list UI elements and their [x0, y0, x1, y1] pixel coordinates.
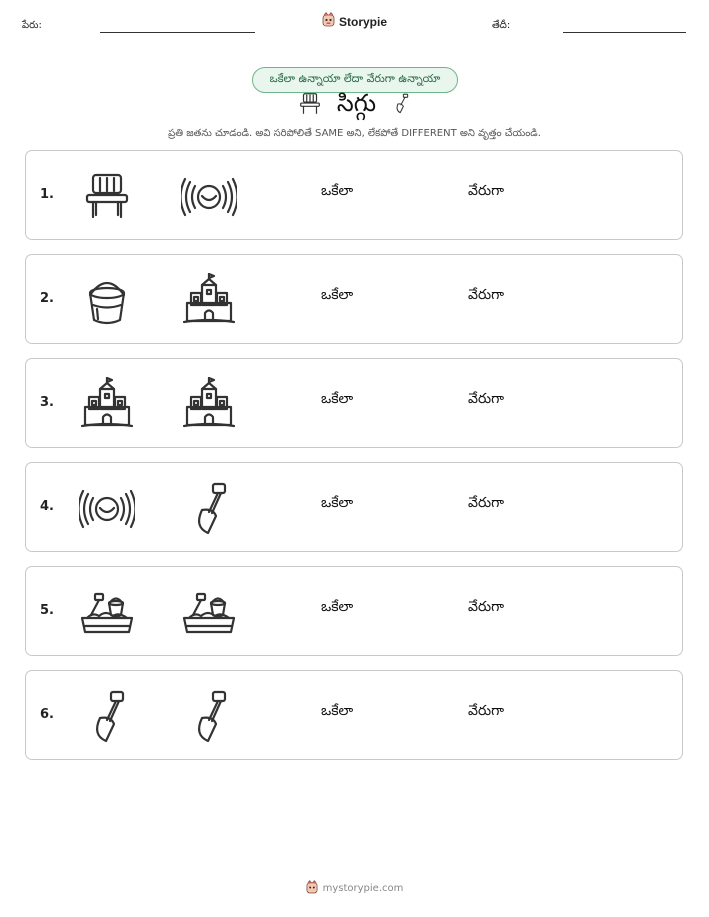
- row-number: 5.: [40, 603, 54, 618]
- same-option[interactable]: ఒకేలా: [321, 703, 354, 719]
- exercise-row-4: [25, 462, 683, 552]
- different-option[interactable]: వేరుగా: [468, 183, 504, 199]
- row-number: 1.: [40, 187, 54, 202]
- sandbox-icon: [79, 585, 135, 641]
- exercise-row-2: [25, 254, 683, 344]
- sound-wave-icon: [181, 169, 237, 225]
- exercise-row-5: [25, 566, 683, 656]
- different-option[interactable]: వేరుగా: [468, 287, 504, 303]
- same-option[interactable]: ఒకేలా: [321, 495, 354, 511]
- different-option[interactable]: వేరుగా: [468, 599, 504, 615]
- brand-logo: [322, 12, 387, 31]
- bench-icon: [79, 169, 135, 225]
- shovel-icon: [79, 689, 135, 745]
- sandcastle-icon: [79, 377, 135, 433]
- instructions: ప్రతి జతను చూడండి. అవి సరిపోలితే SAME అని, లేకపోతే DIFFERENT అని వృత్తం చేయండి.: [168, 128, 541, 139]
- sandcastle-icon: [181, 273, 237, 329]
- storypie-mascot-icon: [322, 12, 335, 31]
- same-option[interactable]: ఒకేలా: [321, 391, 354, 407]
- row-number: 6.: [40, 707, 54, 722]
- title-row: [0, 89, 709, 123]
- footer-url[interactable]: mystorypie.com: [322, 883, 404, 894]
- sandcastle-icon: [181, 377, 237, 433]
- bucket-icon: [79, 273, 135, 329]
- same-option[interactable]: ఒకేలా: [321, 287, 354, 303]
- shovel-icon: [181, 481, 237, 537]
- different-option[interactable]: వేరుగా: [468, 495, 504, 511]
- date-label: తేదీ:: [492, 20, 511, 31]
- sandbox-icon: [181, 585, 237, 641]
- exercise-row-1: [25, 150, 683, 240]
- different-option[interactable]: వేరుగా: [468, 703, 504, 719]
- row-number: 3.: [40, 395, 54, 410]
- footer: [0, 880, 709, 897]
- exercise-row-6: [25, 670, 683, 760]
- name-label: పేరు:: [22, 20, 42, 31]
- different-option[interactable]: వేరుగా: [468, 391, 504, 407]
- worksheet-type-pill: ఒకేలా ఉన్నాయా లేదా వేరుగా ఉన్నాయా: [252, 67, 458, 93]
- same-option[interactable]: ఒకేలా: [321, 599, 354, 615]
- brand-name: Storypie: [339, 14, 388, 29]
- exercise-row-3: [25, 358, 683, 448]
- sound-wave-icon: [79, 481, 135, 537]
- row-number: 2.: [40, 291, 54, 306]
- shovel-icon: [181, 689, 237, 745]
- shovel-icon: [390, 91, 412, 121]
- name-field[interactable]: [100, 32, 255, 33]
- bench-icon: [297, 91, 323, 121]
- date-field[interactable]: [563, 32, 686, 33]
- row-number: 4.: [40, 499, 54, 514]
- storypie-mascot-icon: [306, 880, 318, 897]
- worksheet-title: సిగ్గు: [336, 89, 377, 117]
- same-option[interactable]: ఒకేలా: [321, 183, 354, 199]
